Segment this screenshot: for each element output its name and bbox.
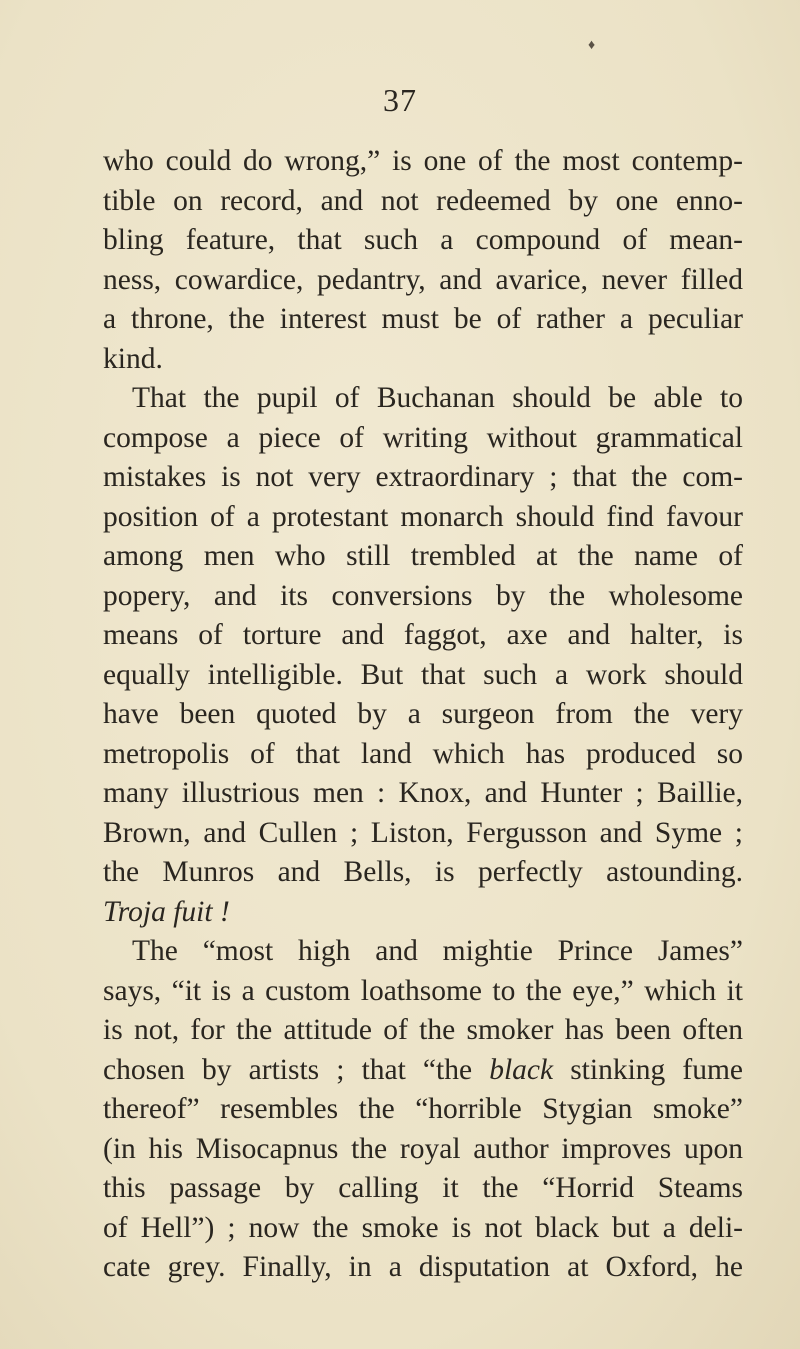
body-text <box>103 142 743 1288</box>
text-line: who could do wrong,” is one of the most contemp- <box>103 145 743 177</box>
text-line: position of a protestant monarch should find favour <box>103 500 743 533</box>
italic-word: black <box>489 1053 554 1086</box>
text-line: have been quoted by a surgeon from the very <box>103 698 743 730</box>
italic-phrase: Troja fuit ! <box>103 895 230 928</box>
text-line: ness, cowardice, pedantry, and avarice, never filled <box>103 263 743 296</box>
text-line: bling feature, that such a compound of mean- <box>103 224 743 256</box>
text-line: cate grey. Finally, in a disputation at Oxford, he <box>103 1251 743 1283</box>
text-line: is not, for the attitude of the smoker has been often <box>103 1014 743 1046</box>
text-line: metropolis of that land which has produced so <box>103 737 743 770</box>
text-line: mistakes is not very extraordinary ; that the com- <box>103 461 743 493</box>
page-number: 37 <box>383 82 417 118</box>
text-line: means of torture and faggot, axe and halter, is <box>103 619 743 651</box>
text-segment: chosen by artists ; that “the <box>103 1053 473 1086</box>
text-line: says, “it is a custom loathsome to the eye,” which it <box>103 974 743 1007</box>
text-line: thereof” resembles the “horrible Stygian smoke” <box>103 1093 743 1125</box>
text-line: of Hell”) ; now the smoke is not black but a deli- <box>103 1211 743 1244</box>
text-line <box>103 893 743 933</box>
text-segment: stinking fume <box>570 1053 744 1086</box>
text-line: this passage by calling it the “Horrid Steams <box>103 1172 743 1204</box>
text-line: many illustrious men : Knox, and Hunter ; Baillie, <box>103 777 743 809</box>
text-line: equally intelligible. But that such a work should <box>103 658 743 691</box>
printer-mark: ♦ <box>588 38 596 53</box>
text-line: Brown, and Cullen ; Liston, Fergusson and Syme ; <box>103 816 743 849</box>
text-line: popery, and its conversions by the wholesome <box>103 579 743 612</box>
text-line <box>103 1051 743 1091</box>
text-line: among men who still trembled at the name of <box>103 540 743 572</box>
text-line: compose a piece of writing without grammatical <box>103 421 743 454</box>
text-line: kind. <box>103 342 163 375</box>
text-line: a throne, the interest must be of rather a peculiar <box>103 303 743 335</box>
text-line: tible on record, and not redeemed by one enno- <box>103 184 743 217</box>
text-line: the Munros and Bells, is perfectly astounding. <box>103 856 743 888</box>
text-line: The “most high and mightie Prince James” <box>132 935 743 967</box>
text-line: That the pupil of Buchanan should be able to <box>132 382 743 414</box>
text-line: (in his Misocapnus the royal author improves upon <box>103 1132 743 1165</box>
